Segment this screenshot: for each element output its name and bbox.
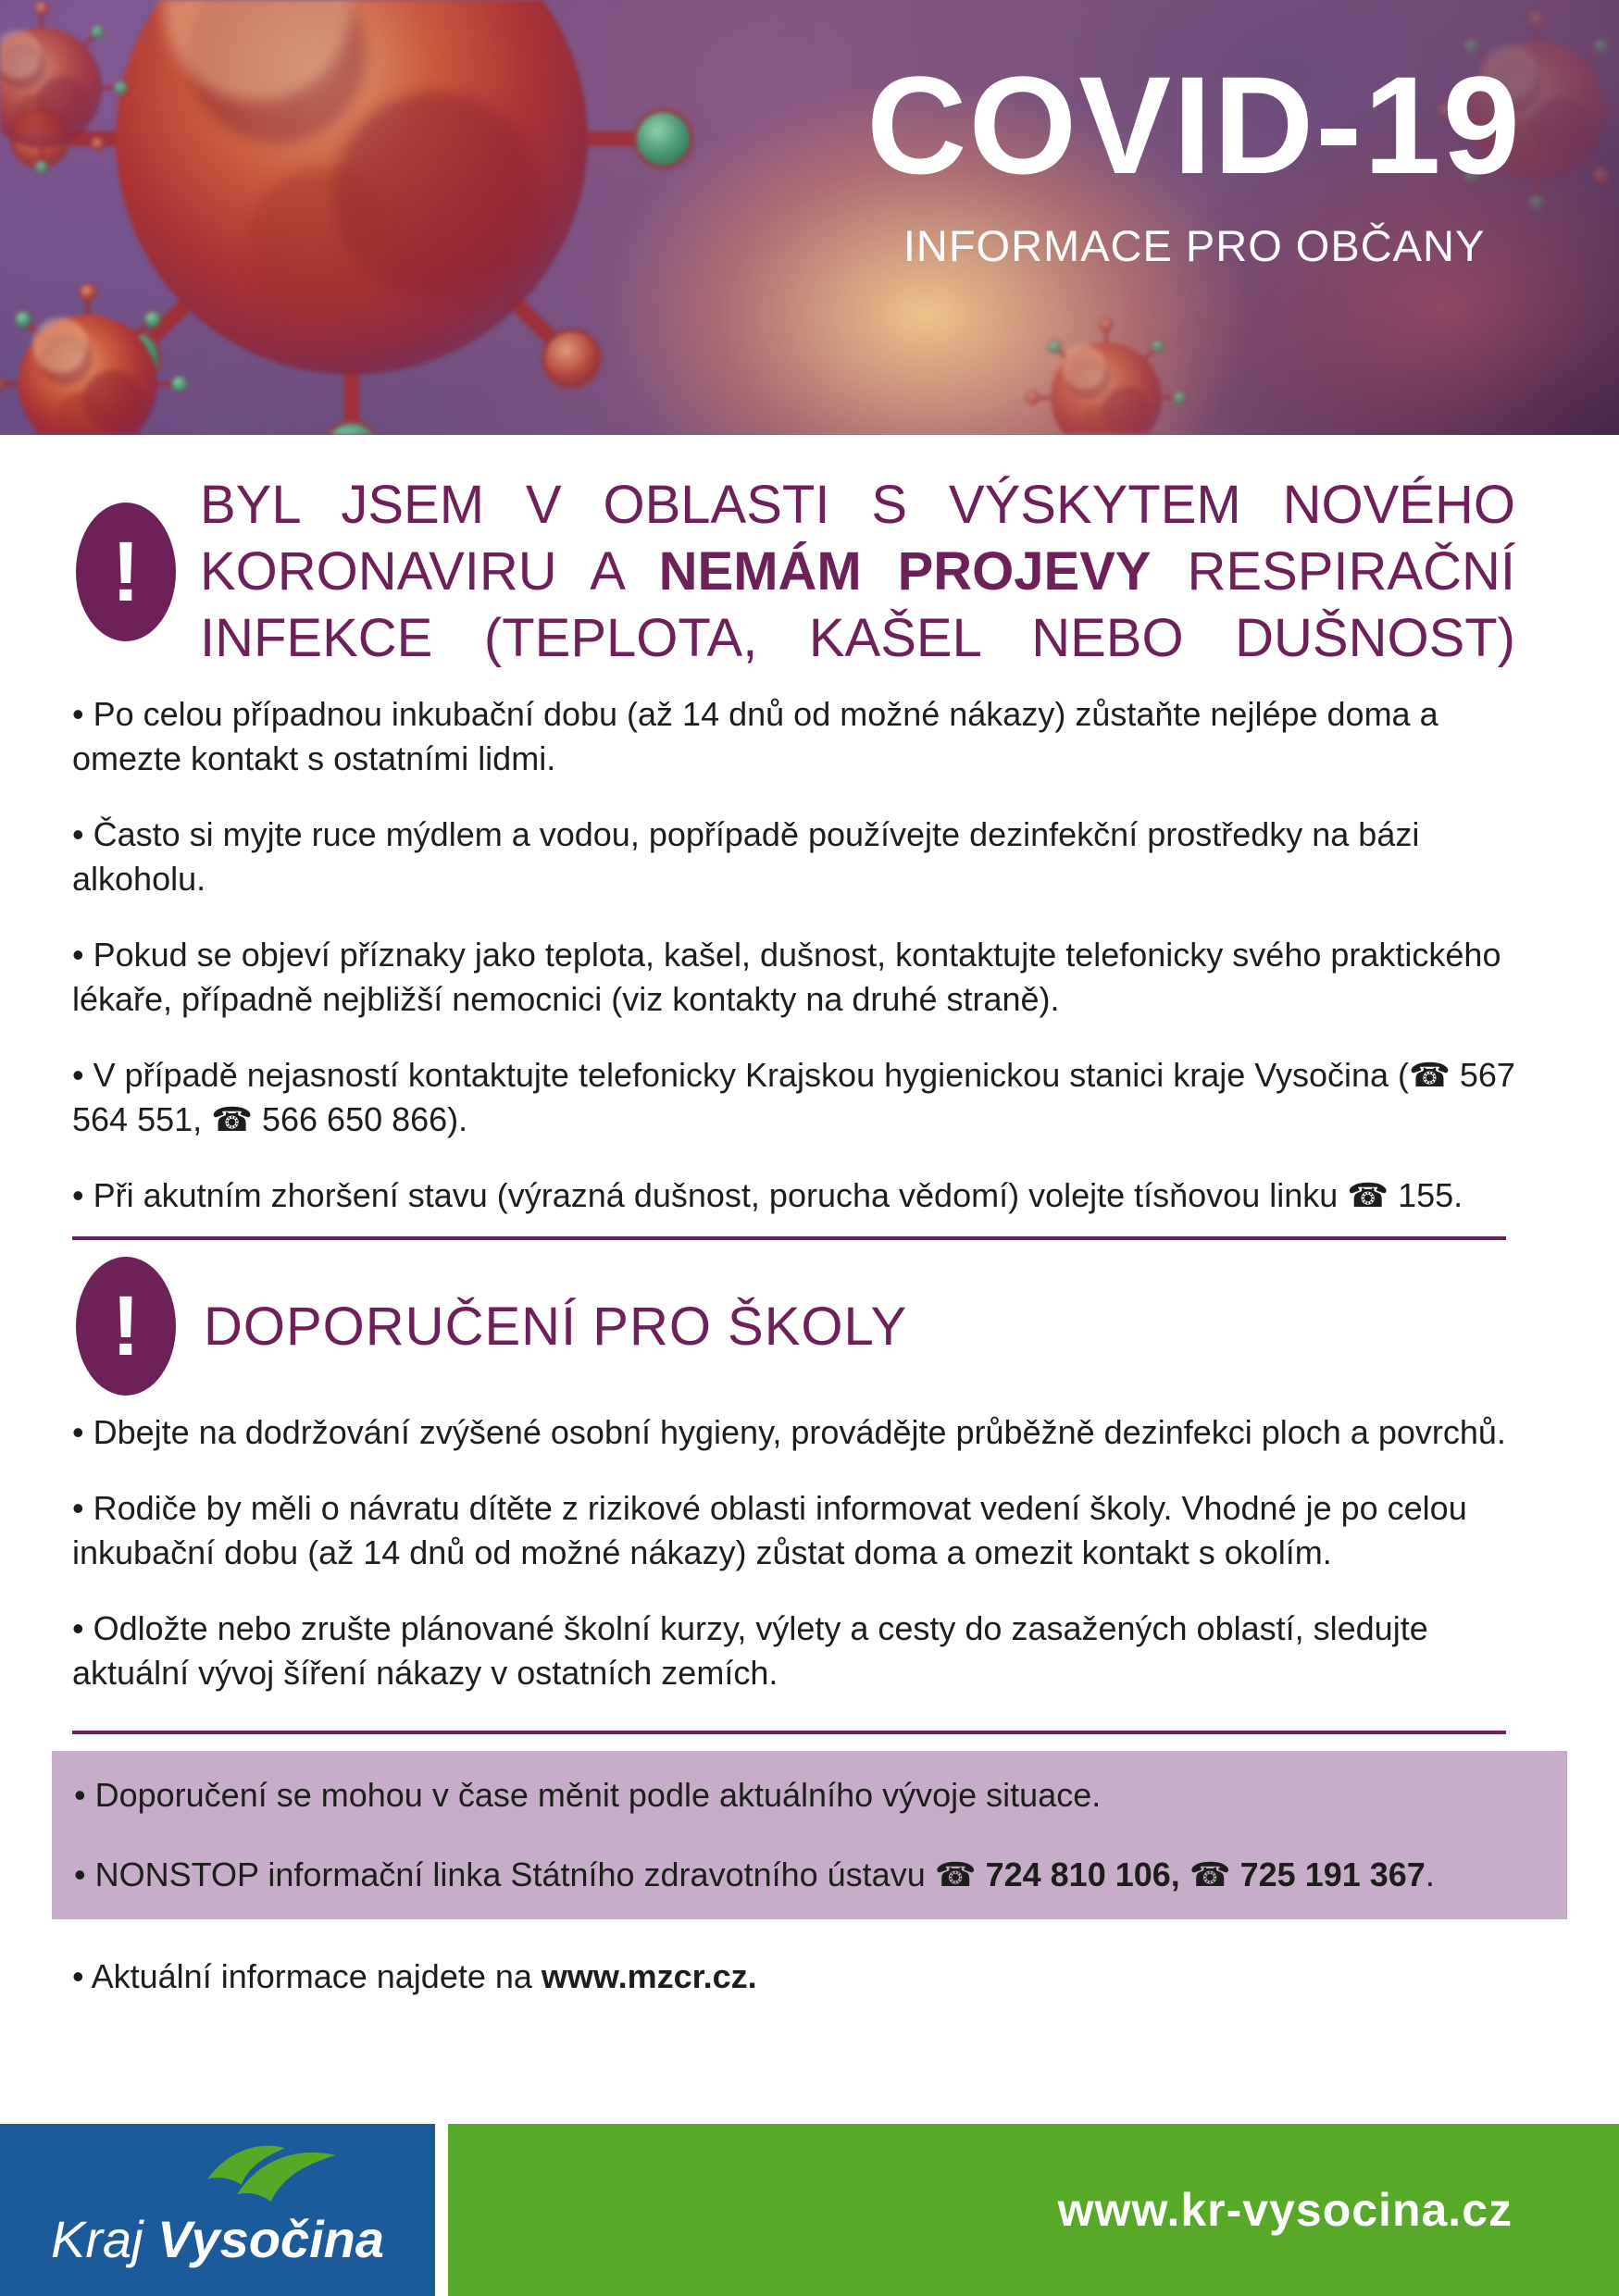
bullet-text: • Doporučení se mohou v čase měnit podle aktuálního vývoje situace. bbox=[74, 1776, 1102, 1814]
bullet-text: • Často si myjte ruce mýdlem a vodou, popřípadě používejte dezinfekční prostředky na bázi alkoholu. bbox=[72, 815, 1420, 898]
bullet-text: • Při akutním zhoršení stavu (výrazná dušnost, porucha vědomí) volejte tísňovou linku ☎ 155. bbox=[72, 1176, 1463, 1214]
bullet-item bbox=[74, 1853, 1545, 1897]
exclamation-icon bbox=[76, 503, 176, 641]
bullet-item bbox=[72, 1486, 1541, 1575]
bullet-item bbox=[72, 1410, 1541, 1455]
section2-heading: DOPORUČENÍ PRO ŠKOLY bbox=[204, 1296, 908, 1357]
bullet-item bbox=[72, 1053, 1541, 1142]
section1-bullet-list bbox=[72, 692, 1541, 1218]
heading-line: INFEKCE (TEPLOTA, KAŠEL NEBO DUŠNOST) bbox=[200, 608, 1515, 668]
bullet-text: • V případě nejasností kontaktujte telefonicky Krajskou hygienickou stanici kraje Vysočina (☎ 567 564 551, ☎ 566 650 866). bbox=[72, 1056, 1515, 1138]
heading-line: KORONAVIRU A bbox=[200, 541, 659, 602]
bullet-text: • NONSTOP informační linka Státního zdravotního ústavu bbox=[74, 1855, 935, 1893]
bullet-text: • Po celou případnou inkubační dobu (až 14 dnů od možné nákazy) zůstaňte nejlépe doma a omezte kontakt s ostatními lidmi. bbox=[72, 695, 1438, 777]
bullet-text: • Pokud se objeví příznaky jako teplota, kašel, dušnost, kontaktujte telefonicky svého praktického lékaře, případně nejbližší nemocnici (viz kontakty na druhé straně). bbox=[72, 936, 1501, 1018]
bullet-item bbox=[72, 1607, 1541, 1695]
heading-line: BYL JSEM V OBLASTI S VÝSKYTEM NOVÉHO bbox=[200, 475, 1515, 535]
section-divider bbox=[72, 1731, 1506, 1734]
hero-banner bbox=[0, 0, 1619, 435]
bullet-text-bold: ☎ 724 810 106, ☎ 725 191 367 bbox=[934, 1855, 1426, 1893]
logo-word-vysocina: Vysočina bbox=[157, 2210, 385, 2268]
kraj-vysocina-logo-panel bbox=[0, 2124, 435, 2296]
exclamation-glyph: ! bbox=[111, 1278, 141, 1373]
bullet-item bbox=[72, 692, 1541, 781]
footer-url: www.kr-vysocina.cz bbox=[1057, 2184, 1513, 2236]
bullet-text-bold: www.mzcr.cz. bbox=[541, 1957, 757, 1995]
exclamation-icon bbox=[76, 1257, 176, 1396]
bullet-text: • Rodiče by měli o návratu dítěte z rizikové oblasti informovat vedení školy. Vhodné je po celou inkubační dobu (až 14 dnů od možné nákazy) zůstat doma a omezit kontakt s okolím. bbox=[72, 1489, 1467, 1571]
page-subtitle: INFORMACE PRO OBČANY bbox=[903, 221, 1486, 270]
bullet-text: . bbox=[1425, 1855, 1435, 1893]
heading-line: RESPIRAČNÍ bbox=[1151, 541, 1515, 602]
bullet-text: • Aktuální informace najdete na bbox=[72, 1957, 542, 1995]
heading-bold: NEMÁM PROJEVY bbox=[658, 541, 1152, 602]
closing-note bbox=[72, 1955, 1541, 1999]
bullet-text: • Dbejte na dodržování zvýšené osobní hygieny, provádějte průběžně dezinfekci ploch a povrchů. bbox=[72, 1413, 1506, 1451]
section1-heading-row bbox=[76, 472, 1515, 672]
hero-title-block bbox=[866, 47, 1522, 271]
bullet-item bbox=[72, 1173, 1541, 1218]
bullet-item bbox=[72, 1955, 1541, 1999]
bullet-item bbox=[74, 1773, 1545, 1818]
bullet-text: • Odložte nebo zrušte plánované školní kurzy, výlety a cesty do zasažených oblastí, sledujte aktuální vývoj šíření nákazy v ostatních zemích. bbox=[72, 1609, 1428, 1692]
footer-green-bar bbox=[448, 2124, 1619, 2296]
kraj-vysocina-logo bbox=[0, 2137, 435, 2269]
section-divider bbox=[72, 1236, 1506, 1240]
logo-word-kraj: Kraj bbox=[50, 2210, 143, 2268]
logo-swoosh-icon bbox=[194, 2137, 347, 2207]
highlight-info-box bbox=[52, 1751, 1567, 1919]
logo-wordmark bbox=[51, 2209, 384, 2269]
footer bbox=[0, 2124, 1619, 2296]
bullet-item bbox=[72, 813, 1541, 901]
bullet-item bbox=[72, 933, 1541, 1022]
section1-heading bbox=[200, 472, 1515, 672]
section2-heading-row bbox=[76, 1257, 1619, 1396]
page-title: COVID-19 bbox=[866, 47, 1522, 203]
exclamation-glyph: ! bbox=[111, 524, 141, 619]
footer-divider-gap bbox=[435, 2124, 448, 2296]
section2-bullet-list bbox=[72, 1410, 1541, 1695]
